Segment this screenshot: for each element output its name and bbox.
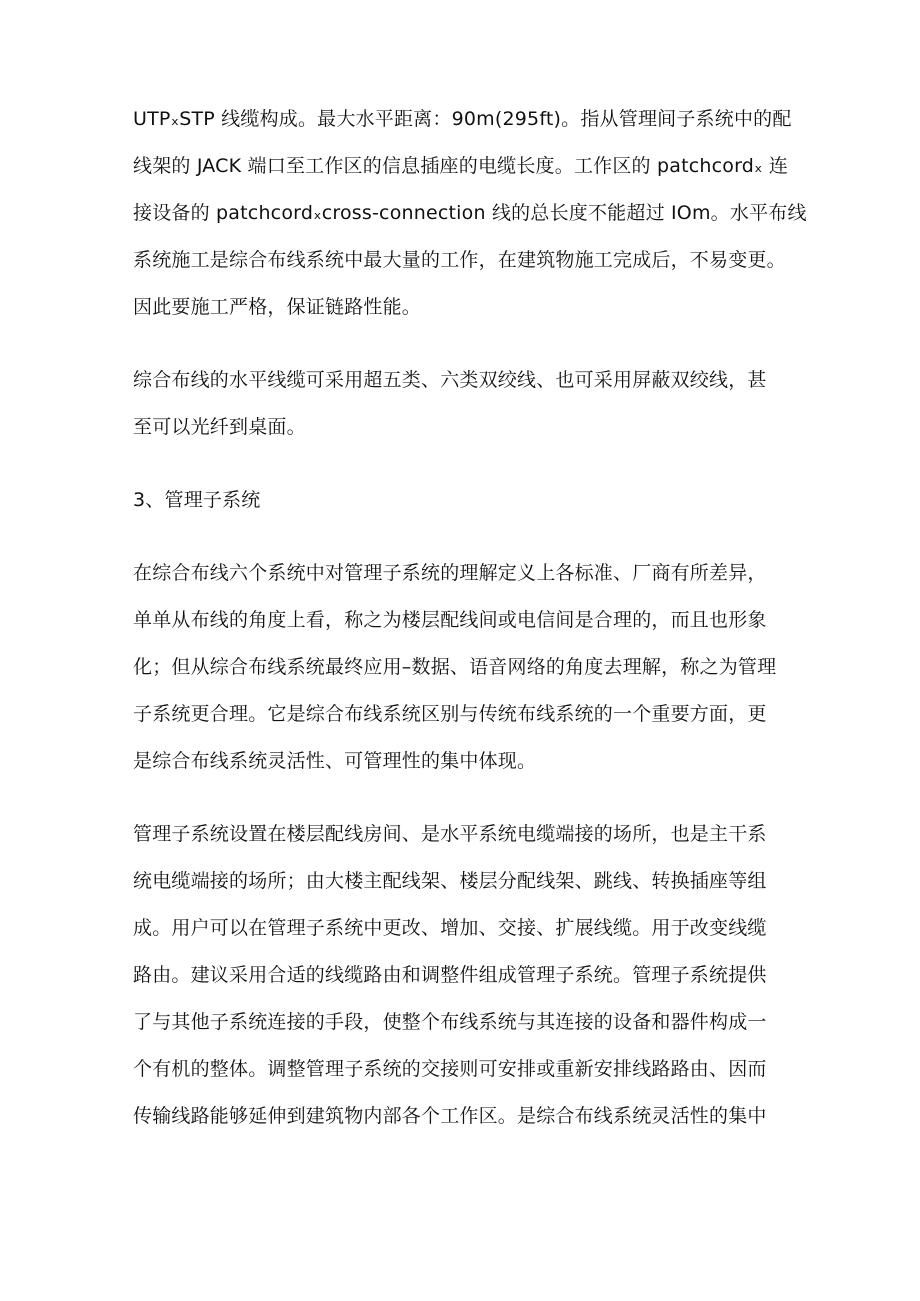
text-line: 传输线路能够延伸到建筑物内部各个工作区。是综合布线系统灵活性的集中 [133, 1105, 767, 1127]
text-line: 统电缆端接的场所；由大楼主配线架、楼层分配线架、跳线、转换插座等组 [133, 870, 767, 892]
text-line: 子系统更合理。它是综合布线系统区别与传统布线系统的一个重要方面，更 [133, 703, 767, 725]
text-line: 线架的 JACK 端口至工作区的信息插座的电缆长度。工作区的 patchcordₓ 连 [133, 155, 789, 177]
text-line: 至可以光纤到桌面。 [133, 416, 306, 438]
text-line: 在综合布线六个系统中对管理子系统的理解定义上各标准、厂商有所差异， [133, 562, 767, 584]
text-line: 成。用户可以在管理子系统中更改、增加、交接、扩展线缆。用于改变线缆 [133, 917, 767, 939]
text-line: 单单从布线的角度上看，称之为楼层配线间或电信间是合理的，而且也形象 [133, 609, 767, 631]
paragraph-horizontal-cable-types [133, 357, 801, 451]
text-line: 化；但从综合布线系统最终应用–数据、语音网络的角度去理解，称之为管理 [133, 656, 777, 678]
paragraph-horizontal-cabling [133, 96, 807, 331]
text-line: 是综合布线系统灵活性、可管理性的集中体现。 [133, 750, 537, 772]
text-line: 综合布线的水平线缆可采用超五类、六类双绞线、也可采用屏蔽双绞线，甚 [133, 369, 767, 391]
text-line: UTPₓSTP 线缆构成。最大水平距离：90m(295ft)。指从管理间子系统中的配 [133, 108, 792, 130]
document-body [133, 96, 807, 1166]
paragraph-management-definition [133, 550, 801, 785]
section-heading [133, 477, 801, 524]
text-line: 因此要施工严格，保证链路性能。 [133, 296, 422, 318]
text-line: 系统施工是综合布线系统中最大量的工作，在建筑物施工完成后，不易变更。 [133, 249, 786, 271]
text-line: 路由。建议采用合适的线缆路由和调整件组成管理子系统。管理子系统提供 [133, 964, 767, 986]
text-line: 接设备的 patchcordₓcross-connection 线的总长度不能超过 IOm。水平布线 [133, 202, 807, 224]
text-line: 了与其他子系统连接的手段，使整个布线系统与其连接的设备和器件构成一 [133, 1011, 767, 1033]
text-line: 个有机的整体。调整管理子系统的交接则可安排或重新安排线路路由、因而 [133, 1058, 767, 1080]
heading-text: 3、管理子系统 [133, 489, 261, 511]
text-line: 管理子系统设置在楼层配线房间、是水平系统电缆端接的场所，也是主干系 [133, 823, 767, 845]
paragraph-management-setup [133, 811, 801, 1140]
